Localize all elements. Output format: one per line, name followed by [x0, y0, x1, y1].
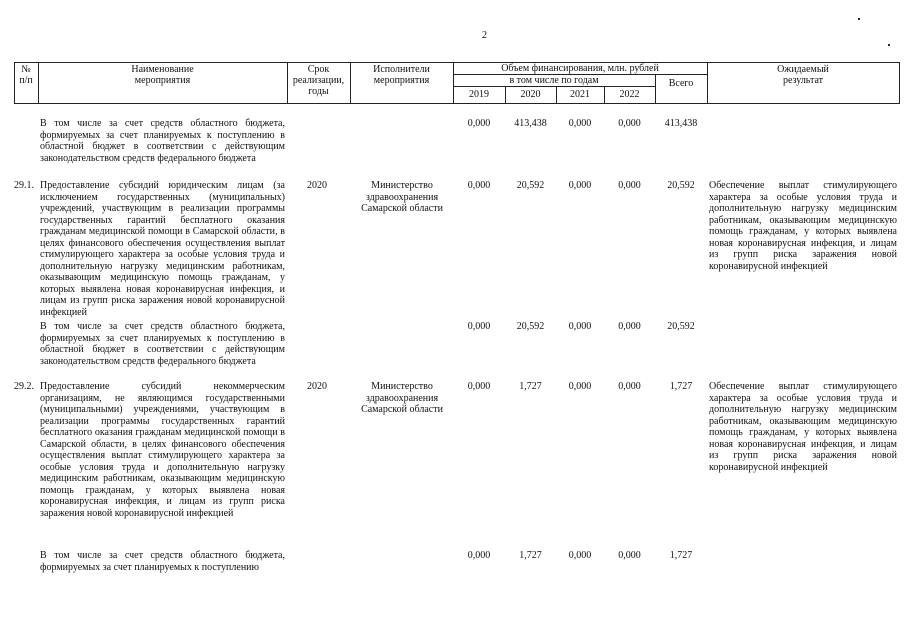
value-2020: 20,592 [516, 180, 545, 191]
row-term: 2020 [307, 381, 327, 392]
value-total: 413,438 [664, 118, 698, 129]
header-total: Всего [668, 78, 694, 89]
header-year-2019: 2019 [469, 89, 489, 100]
value-2020: 1,727 [519, 381, 542, 392]
header-term: Срок реализации, годы [292, 64, 345, 97]
value-2019: 0,000 [467, 321, 491, 332]
value-2021: 0,000 [568, 381, 592, 392]
row-term: 2020 [307, 180, 327, 191]
value-2021: 0,000 [568, 550, 592, 561]
value-2022: 0,000 [618, 550, 641, 561]
header-result: Ожидаемый результат [777, 64, 829, 86]
value-2021: 0,000 [568, 118, 592, 129]
row-executor: Министерство здравоохранения Самарской области [361, 381, 443, 415]
value-2021: 0,000 [568, 321, 592, 332]
header-year-2022: 2022 [619, 89, 640, 100]
row-number: 29.2. [14, 381, 34, 392]
value-2022: 0,000 [618, 118, 641, 129]
value-total: 20,592 [667, 321, 695, 332]
value-2019: 0,000 [467, 550, 491, 561]
row-name: В том числе за счет средств областного бюджета, формируемых за счет планируемых к поступлению [40, 550, 285, 573]
header-bottom-rule [14, 103, 900, 104]
value-total: 1,727 [669, 381, 693, 392]
value-2022: 0,000 [618, 180, 641, 191]
value-2019: 0,000 [467, 118, 491, 129]
row-executor: Министерство здравоохранения Самарской области [361, 180, 443, 214]
value-2020: 1,727 [519, 550, 542, 561]
row-name: В том числе за счет средств областного бюджета, формируемых за счет планируемых к поступлению в областной бюджет в соответствии с действующим законодательством средств федерального бюджета [40, 321, 285, 367]
years-sub-rule [453, 86, 655, 87]
row-result: Обеспечение выплат стимулирующего характера за особые условия труда и дополнительную нагрузку медицинским работникам, оказывающим медицинскую помощь гражданам, у которых выявлена новая коронавирусная инфекция, и лицам из групп риска заражения новой коронавирусной инфекцией [709, 381, 897, 473]
header-year-2021: 2021 [570, 89, 590, 100]
header-executors: Исполнители мероприятия [373, 64, 430, 86]
header-num: № п/п [19, 64, 33, 86]
col-border [899, 62, 900, 104]
header-year-2020: 2020 [520, 89, 541, 100]
row-name: Предоставление субсидий некоммерческим организациям, не являющимся государственными (муниципальными) учреждениями, участвующим в реализации программы государственных гарантий бесплатного оказания гражданам медицинской помощи в Самарской области, в целях финансового обеспечения осуществления выплат стимулирующего характера за особые условия труда и дополнительную нагрузку медицинским работникам, оказывающим медицинскую помощь гражданам, у которых выявлена новая коронавирусная инфекция, и лицам из групп риска заражения новой коронавирусной инфекцией [40, 381, 285, 519]
value-2019: 0,000 [467, 180, 491, 191]
value-total: 20,592 [667, 180, 695, 191]
scan-speck [888, 44, 890, 46]
value-2020: 20,592 [516, 321, 545, 332]
value-total: 1,727 [669, 550, 693, 561]
page-number: 2 [482, 30, 487, 41]
row-name: Предоставление субсидий юридическим лицам (за исключением государственных (муниципальных) учреждений, участвующим в реализации программы государственных гарантий бесплатного оказания гражданам медицинской помощи в Самарской области, в целях финансового обеспечения осуществления выплат стимулирующего характера за особые условия труда и дополнительную нагрузку медицинским работникам, оказывающим медицинскую помощь гражданам, у которых выявлена новая коронавирусная инфекция, и лицам из групп риска заражения новой коронавирусной инфекцией [40, 180, 285, 318]
header-name: Наименование мероприятия [131, 64, 194, 86]
scan-speck [858, 18, 860, 20]
row-number: 29.1. [14, 180, 34, 191]
value-2021: 0,000 [568, 180, 592, 191]
header-by-years: в том числе по годам [509, 75, 599, 86]
value-2019: 0,000 [467, 381, 491, 392]
value-2022: 0,000 [618, 381, 641, 392]
row-result: Обеспечение выплат стимулирующего характера за особые условия труда и дополнительную нагрузку медицинским работникам, оказывающим медицинскую помощь гражданам, у которых выявлена новая коронавирусная инфекция, и лицам из групп риска заражения новой коронавирусной инфекцией [709, 180, 897, 272]
value-2020: 413,438 [514, 118, 547, 129]
row-name: В том числе за счет средств областного бюджета, формируемых за счет планируемых к поступлению в областной бюджет в соответствии с действующим законодательством средств федерального бюджета [40, 118, 285, 164]
header-financing: Объем финансирования, млн. рублей [501, 63, 659, 74]
value-2022: 0,000 [618, 321, 641, 332]
